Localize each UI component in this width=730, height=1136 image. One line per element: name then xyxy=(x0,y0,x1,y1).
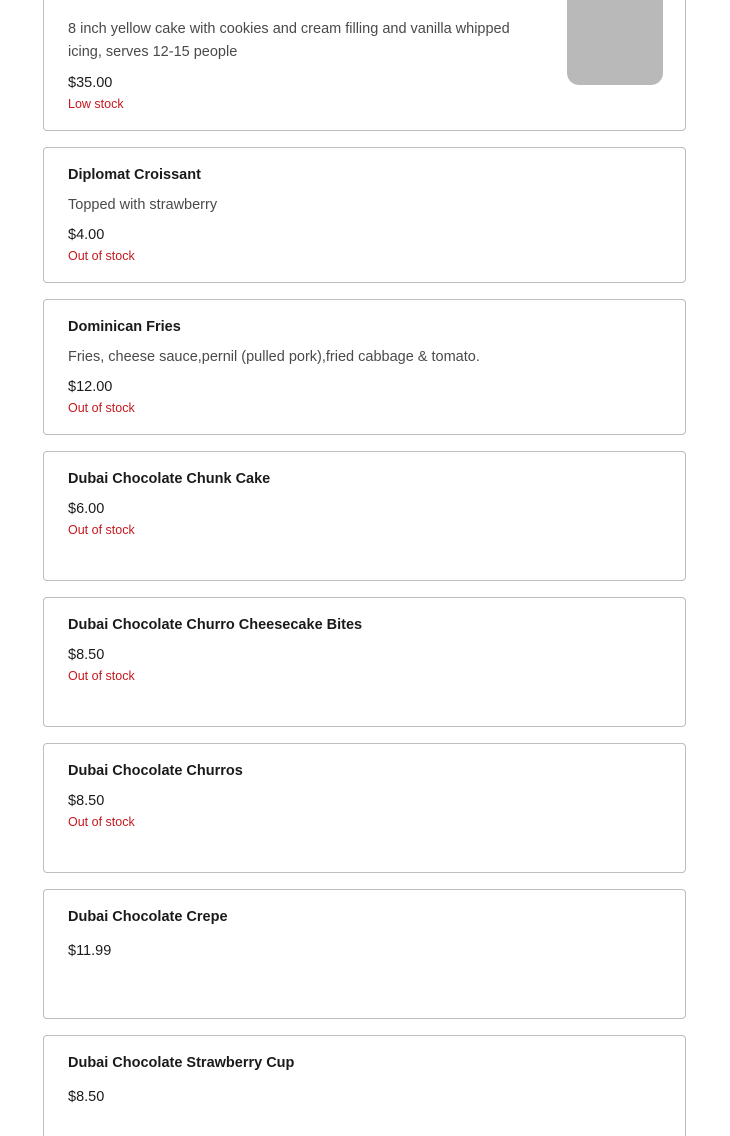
item-price: $8.50 xyxy=(68,1089,105,1105)
stock-status: Out of stock xyxy=(68,249,135,263)
item-name: Dubai Chocolate Crepe xyxy=(68,909,228,925)
item-name: Dominican Fries xyxy=(68,319,181,335)
stock-status: Out of stock xyxy=(68,669,135,683)
item-name: Dubai Chocolate Strawberry Cup xyxy=(68,1055,295,1071)
item-name: Dubai Chocolate Chunk Cake xyxy=(68,471,271,487)
menu-item-card[interactable] xyxy=(43,0,686,131)
item-image-placeholder xyxy=(567,0,663,85)
item-price: $8.50 xyxy=(68,647,105,663)
item-name: Dubai Chocolate Churros xyxy=(68,763,243,779)
item-price: $12.00 xyxy=(68,379,113,395)
item-description: Fries, cheese sauce,pernil (pulled pork),fried cabbage & tomato. xyxy=(68,349,480,365)
item-price: $35.00 xyxy=(68,75,113,91)
menu-item-card[interactable] xyxy=(43,889,686,1019)
stock-status: Low stock xyxy=(68,97,124,111)
menu-item-card[interactable] xyxy=(43,1035,686,1136)
item-price: $11.99 xyxy=(68,943,112,959)
item-name xyxy=(68,0,227,1)
menu-item-card[interactable] xyxy=(43,451,686,581)
menu-item-card[interactable] xyxy=(43,597,686,727)
menu-item-card[interactable] xyxy=(43,299,686,435)
item-name: Diplomat Croissant xyxy=(68,167,201,183)
stock-status: Out of stock xyxy=(68,815,135,829)
stock-status: Out of stock xyxy=(68,401,135,415)
item-description: 8 inch yellow cake with cookies and cream filling and vanilla whipped icing, serves 12-15 people xyxy=(68,21,510,60)
menu-item-card[interactable] xyxy=(43,743,686,873)
item-name: Dubai Chocolate Churro Cheesecake Bites xyxy=(68,617,363,633)
item-price: $8.50 xyxy=(68,793,105,809)
item-price: $6.00 xyxy=(68,501,105,517)
item-description: Topped with strawberry xyxy=(68,197,218,213)
item-price: $4.00 xyxy=(68,227,105,243)
menu-item-card[interactable] xyxy=(43,147,686,283)
stock-status: Out of stock xyxy=(68,523,135,537)
